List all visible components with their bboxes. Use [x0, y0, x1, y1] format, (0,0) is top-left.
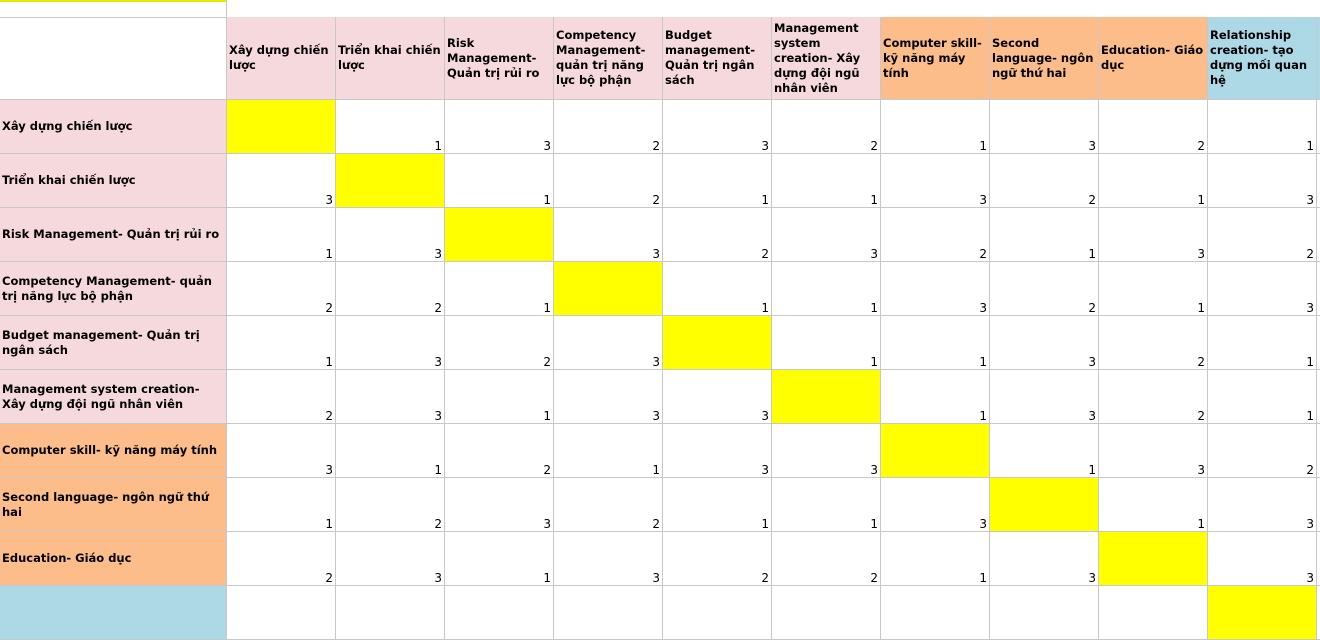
- data-cell[interactable]: [663, 370, 772, 424]
- data-cell-text: 3: [652, 409, 660, 423]
- data-cell[interactable]: [772, 316, 881, 370]
- row-header[interactable]: [0, 586, 227, 640]
- data-cell[interactable]: [990, 424, 1099, 478]
- data-cell[interactable]: [1099, 316, 1208, 370]
- data-cell[interactable]: [227, 316, 336, 370]
- data-cell-text: 2: [1197, 409, 1205, 423]
- data-cell-text: 3: [761, 139, 769, 153]
- diagonal-cell[interactable]: [663, 316, 772, 370]
- data-cell[interactable]: [554, 100, 663, 154]
- diagonal-cell[interactable]: [1099, 532, 1208, 586]
- data-cell[interactable]: [554, 316, 663, 370]
- data-cell[interactable]: [772, 100, 881, 154]
- column-header[interactable]: [990, 17, 1099, 100]
- data-cell[interactable]: [554, 478, 663, 532]
- data-cell[interactable]: [772, 262, 881, 316]
- data-cell-text: 3: [1197, 463, 1205, 477]
- data-cell-text: 3: [325, 463, 333, 477]
- data-cell[interactable]: [881, 532, 990, 586]
- data-cell-text: 2: [543, 355, 551, 369]
- diagonal-cell[interactable]: [990, 478, 1099, 532]
- data-cell[interactable]: [990, 262, 1099, 316]
- row-header-text: Computer skill- kỹ năng máy tính: [2, 443, 218, 457]
- data-cell[interactable]: [1099, 370, 1208, 424]
- data-cell-text: 2: [1306, 247, 1314, 261]
- data-cell-text: 1: [652, 463, 660, 477]
- data-cell[interactable]: [1099, 262, 1208, 316]
- data-cell-text: 1: [1197, 517, 1205, 531]
- data-cell-text: 3: [870, 247, 878, 261]
- data-cell[interactable]: [336, 316, 445, 370]
- data-cell[interactable]: [445, 154, 554, 208]
- data-cell[interactable]: [336, 532, 445, 586]
- data-cell-text: 3: [434, 571, 442, 585]
- data-cell[interactable]: [227, 370, 336, 424]
- data-cell[interactable]: [663, 478, 772, 532]
- data-cell[interactable]: [554, 370, 663, 424]
- data-cell[interactable]: [663, 532, 772, 586]
- data-cell-text: 1: [543, 409, 551, 423]
- diagonal-cell[interactable]: [772, 370, 881, 424]
- data-cell[interactable]: [445, 262, 554, 316]
- data-cell-text: 1: [1088, 463, 1096, 477]
- data-cell-text: 2: [652, 139, 660, 153]
- data-cell-text: 2: [652, 193, 660, 207]
- row-header[interactable]: [0, 154, 227, 208]
- row-header[interactable]: [0, 262, 227, 316]
- data-cell-text: 1: [979, 355, 987, 369]
- data-cell[interactable]: [881, 154, 990, 208]
- data-cell-text: 1: [1197, 301, 1205, 315]
- column-header[interactable]: [881, 17, 990, 100]
- column-header[interactable]: [227, 17, 336, 100]
- data-cell[interactable]: [772, 424, 881, 478]
- data-cell[interactable]: [990, 370, 1099, 424]
- column-header-text: Xây dựng chiến lược: [229, 43, 329, 72]
- data-cell-text: 3: [1306, 517, 1314, 531]
- data-cell-text: 2: [1088, 193, 1096, 207]
- data-cell[interactable]: [227, 478, 336, 532]
- data-cell[interactable]: [772, 532, 881, 586]
- data-cell-text: 1: [1306, 409, 1314, 423]
- data-cell[interactable]: [990, 100, 1099, 154]
- column-header[interactable]: [772, 17, 881, 100]
- data-cell-text: 3: [870, 463, 878, 477]
- column-header-text: Risk Management- Quản trị rủi ro: [447, 35, 540, 80]
- data-cell[interactable]: [881, 316, 990, 370]
- data-cell-text: 3: [434, 355, 442, 369]
- row-header[interactable]: [0, 478, 227, 532]
- data-cell[interactable]: [1208, 478, 1317, 532]
- row-header-text: Risk Management- Quản trị rủi ro: [2, 227, 220, 241]
- data-cell[interactable]: [1099, 478, 1208, 532]
- row-header[interactable]: [0, 208, 227, 262]
- row-header[interactable]: [0, 316, 227, 370]
- data-cell[interactable]: [445, 370, 554, 424]
- data-cell[interactable]: [227, 424, 336, 478]
- data-cell-text: 2: [870, 139, 878, 153]
- data-cell-text: 2: [979, 247, 987, 261]
- data-cell[interactable]: [445, 586, 554, 640]
- data-cell-text: 3: [1088, 139, 1096, 153]
- data-cell[interactable]: [1208, 262, 1317, 316]
- row-header-text: Xây dựng chiến lược: [2, 119, 133, 133]
- data-cell-text: 3: [543, 517, 551, 531]
- diagonal-cell[interactable]: [445, 208, 554, 262]
- data-cell[interactable]: [336, 262, 445, 316]
- data-cell[interactable]: [990, 316, 1099, 370]
- data-cell-text: 3: [1088, 355, 1096, 369]
- data-cell[interactable]: [881, 586, 990, 640]
- data-cell[interactable]: [554, 208, 663, 262]
- data-cell[interactable]: [663, 262, 772, 316]
- data-cell-text: 2: [434, 517, 442, 531]
- data-cell-text: 1: [761, 301, 769, 315]
- column-header[interactable]: [1208, 17, 1317, 100]
- column-header-text: Management system creation- Xây dựng đội ngũ nhân viên: [774, 20, 861, 95]
- data-cell[interactable]: [663, 424, 772, 478]
- data-cell-text: 2: [1088, 301, 1096, 315]
- data-cell-text: 2: [1306, 463, 1314, 477]
- row-header-text: Triển khai chiến lược: [2, 173, 136, 187]
- column-header-text: Competency Management- quản trị năng lực bộ phận: [556, 28, 646, 87]
- data-cell[interactable]: [772, 154, 881, 208]
- data-cell[interactable]: [881, 370, 990, 424]
- data-cell-text: 2: [325, 571, 333, 585]
- data-cell[interactable]: [990, 154, 1099, 208]
- data-cell[interactable]: [1099, 586, 1208, 640]
- column-header[interactable]: [1099, 17, 1208, 100]
- row-header[interactable]: [0, 424, 227, 478]
- data-cell[interactable]: [1099, 154, 1208, 208]
- data-cell[interactable]: [990, 586, 1099, 640]
- data-cell-text: 1: [543, 571, 551, 585]
- data-cell[interactable]: [1208, 100, 1317, 154]
- column-header[interactable]: [445, 17, 554, 100]
- data-cell[interactable]: [1208, 316, 1317, 370]
- column-header-text: Computer skill- kỹ năng máy tính: [883, 35, 982, 80]
- data-cell-text: 3: [652, 355, 660, 369]
- data-cell-text: 1: [1197, 193, 1205, 207]
- data-cell[interactable]: [445, 478, 554, 532]
- data-cell-text: 2: [652, 517, 660, 531]
- data-cell[interactable]: [663, 586, 772, 640]
- data-cell[interactable]: [554, 586, 663, 640]
- data-cell-text: 1: [979, 409, 987, 423]
- data-cell-text: 3: [979, 301, 987, 315]
- column-header-text: Education- Giáo dục: [1101, 43, 1204, 72]
- data-cell-text: 1: [979, 139, 987, 153]
- data-cell[interactable]: [227, 208, 336, 262]
- data-cell[interactable]: [445, 424, 554, 478]
- data-cell-text: 1: [543, 193, 551, 207]
- data-cell-text: 1: [870, 355, 878, 369]
- column-header[interactable]: [663, 17, 772, 100]
- data-cell-text: 3: [761, 463, 769, 477]
- column-header-text: Budget management- Quản trị ngân sách: [665, 28, 755, 87]
- data-cell[interactable]: [227, 154, 336, 208]
- data-cell[interactable]: [445, 100, 554, 154]
- diagonal-cell[interactable]: [881, 424, 990, 478]
- data-cell[interactable]: [336, 100, 445, 154]
- data-cell-text: 1: [1306, 355, 1314, 369]
- data-cell-text: 3: [979, 517, 987, 531]
- data-cell-text: 3: [1088, 409, 1096, 423]
- row-header-text: Education- Giáo dục: [2, 551, 132, 565]
- data-cell-text: 2: [870, 571, 878, 585]
- data-cell-text: 1: [761, 193, 769, 207]
- data-cell-text: 1: [1306, 139, 1314, 153]
- data-cell-text: 2: [761, 247, 769, 261]
- data-cell[interactable]: [227, 532, 336, 586]
- data-cell-text: 2: [325, 409, 333, 423]
- column-header-text: Relationship creation- tạo dựng mối quan hệ: [1210, 28, 1308, 87]
- data-cell-text: 1: [325, 517, 333, 531]
- data-cell[interactable]: [663, 100, 772, 154]
- data-cell-text: 1: [325, 247, 333, 261]
- data-cell[interactable]: [772, 586, 881, 640]
- data-cell-text: 3: [1306, 571, 1314, 585]
- data-cell-text: 3: [1088, 571, 1096, 585]
- data-cell-text: 2: [761, 571, 769, 585]
- row-header[interactable]: [0, 370, 227, 424]
- data-cell-text: 1: [325, 355, 333, 369]
- data-cell-text: 3: [652, 247, 660, 261]
- data-cell-text: 2: [1197, 355, 1205, 369]
- row-header-text: Budget management- Quản trị ngân sách: [2, 327, 200, 357]
- data-cell[interactable]: [554, 154, 663, 208]
- data-cell[interactable]: [336, 586, 445, 640]
- data-cell[interactable]: [445, 532, 554, 586]
- data-cell[interactable]: [990, 532, 1099, 586]
- data-cell-text: 3: [1306, 193, 1314, 207]
- data-cell-text: 2: [543, 463, 551, 477]
- data-cell[interactable]: [1208, 370, 1317, 424]
- data-cell[interactable]: [663, 154, 772, 208]
- data-cell-text: 1: [543, 301, 551, 315]
- column-header-text: Triển khai chiến lược: [338, 43, 441, 72]
- data-cell-text: 3: [1197, 247, 1205, 261]
- data-cell[interactable]: [554, 532, 663, 586]
- data-cell[interactable]: [227, 586, 336, 640]
- corner-cell[interactable]: [0, 17, 227, 100]
- data-cell[interactable]: [336, 424, 445, 478]
- data-cell[interactable]: [772, 208, 881, 262]
- data-cell[interactable]: [227, 262, 336, 316]
- data-cell[interactable]: [554, 424, 663, 478]
- row-header-text: Second language- ngôn ngữ thứ hai: [2, 489, 210, 519]
- data-cell[interactable]: [1099, 424, 1208, 478]
- data-cell[interactable]: [990, 208, 1099, 262]
- row-header[interactable]: [0, 100, 227, 154]
- data-cell[interactable]: [1208, 424, 1317, 478]
- diagonal-cell[interactable]: [1208, 586, 1317, 640]
- diagonal-cell[interactable]: [554, 262, 663, 316]
- data-cell-text: 2: [325, 301, 333, 315]
- data-cell-text: 3: [325, 193, 333, 207]
- row-header-text: Competency Management- quản trị năng lực bộ phận: [2, 273, 212, 303]
- data-cell-text: 3: [652, 571, 660, 585]
- data-cell[interactable]: [663, 208, 772, 262]
- data-cell-text: 3: [761, 409, 769, 423]
- data-cell-text: 1: [434, 463, 442, 477]
- data-cell[interactable]: [336, 208, 445, 262]
- data-cell[interactable]: [881, 478, 990, 532]
- column-header[interactable]: [336, 17, 445, 100]
- data-cell-text: 3: [979, 193, 987, 207]
- diagonal-cell[interactable]: [336, 154, 445, 208]
- data-cell[interactable]: [881, 208, 990, 262]
- data-cell[interactable]: [336, 478, 445, 532]
- data-cell[interactable]: [1208, 154, 1317, 208]
- column-header[interactable]: [554, 17, 663, 100]
- data-cell[interactable]: [1208, 208, 1317, 262]
- data-cell-text: 1: [870, 517, 878, 531]
- data-cell-text: 2: [434, 301, 442, 315]
- data-cell-text: 1: [434, 139, 442, 153]
- data-cell-text: 1: [979, 571, 987, 585]
- data-cell[interactable]: [772, 478, 881, 532]
- data-cell-text: 1: [1088, 247, 1096, 261]
- data-cell[interactable]: [1099, 100, 1208, 154]
- data-cell[interactable]: [1208, 532, 1317, 586]
- row-header[interactable]: [0, 532, 227, 586]
- data-cell[interactable]: [1099, 208, 1208, 262]
- data-cell-text: 1: [870, 193, 878, 207]
- column-header-text: Second language- ngôn ngữ thứ hai: [992, 35, 1094, 80]
- data-cell[interactable]: [881, 100, 990, 154]
- data-cell-text: 1: [870, 301, 878, 315]
- data-cell-text: 2: [1197, 139, 1205, 153]
- data-cell-text: 3: [1306, 301, 1314, 315]
- data-cell[interactable]: [881, 262, 990, 316]
- row-header-text: Management system creation- Xây dựng đội ngũ nhân viên: [2, 381, 200, 411]
- data-cell-text: 3: [434, 247, 442, 261]
- data-cell-text: 3: [543, 139, 551, 153]
- data-cell[interactable]: [445, 316, 554, 370]
- data-cell[interactable]: [336, 370, 445, 424]
- data-cell-text: 1: [761, 517, 769, 531]
- diagonal-cell[interactable]: [227, 100, 336, 154]
- data-cell-text: 3: [434, 409, 442, 423]
